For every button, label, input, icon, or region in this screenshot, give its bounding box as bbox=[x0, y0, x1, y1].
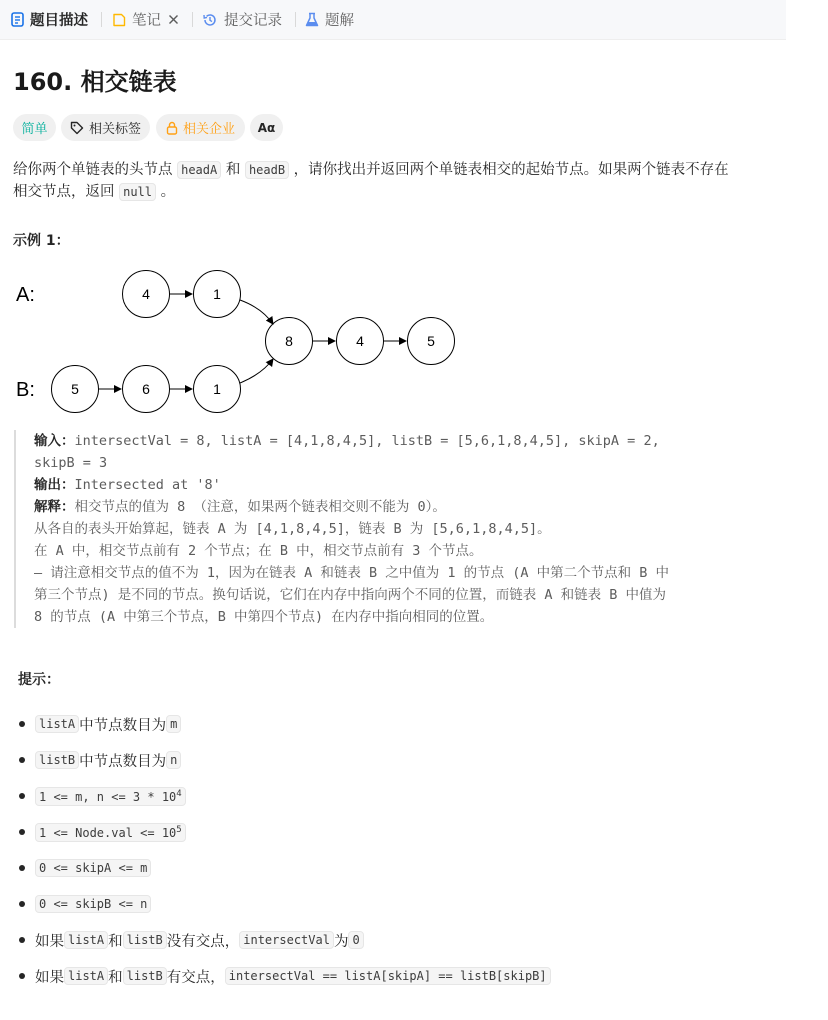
note-icon bbox=[112, 13, 126, 27]
list-item: listB 中节点数目为 n bbox=[19, 742, 779, 778]
common-node bbox=[266, 318, 313, 365]
arrow bbox=[240, 359, 273, 383]
common-node bbox=[337, 318, 384, 365]
tab-notes-label: 笔记 bbox=[132, 13, 161, 29]
list-b-label: B: bbox=[16, 379, 35, 401]
lock-icon bbox=[166, 121, 178, 135]
list-b-node bbox=[52, 366, 99, 413]
example-input-cont: skipB = 3 bbox=[34, 455, 108, 471]
desc-text: ，请你找出并返回两个单链表相交的起始节点。如果两个链表不存在 bbox=[289, 162, 729, 178]
problem-description bbox=[13, 159, 783, 203]
example-explain-line: 在 A 中，相交节点前有 2 个节点；在 B 中，相交节点前有 3 个节点。 bbox=[34, 543, 483, 559]
arrow bbox=[240, 300, 273, 324]
desc-text: 。 bbox=[156, 184, 176, 200]
constraints-list bbox=[19, 706, 779, 994]
tab-divider bbox=[192, 12, 193, 27]
example-explain-line: 从各自的表头开始算起，链表 A 为 [4,1,8,4,5]，链表 B 为 [5,6,1,8,4,5]。 bbox=[34, 521, 551, 537]
tab-solutions-label: 题解 bbox=[325, 13, 354, 29]
difficulty-badge bbox=[13, 114, 56, 141]
tab-submissions-label: 提交记录 bbox=[224, 13, 282, 29]
example-explain-line: 8 的节点 (A 中第三个节点，B 中第四个节点) 在内存中指向相同的位置。 bbox=[34, 609, 494, 625]
related-companies-label: 相关企业 bbox=[182, 122, 235, 137]
tab-submissions[interactable] bbox=[202, 0, 282, 39]
example-heading: 示例 1： bbox=[13, 233, 70, 249]
list-b-node bbox=[123, 366, 170, 413]
svg-text:5: 5 bbox=[427, 333, 435, 349]
common-node bbox=[408, 318, 455, 365]
svg-text:8: 8 bbox=[285, 333, 293, 349]
list-b-node bbox=[194, 366, 241, 413]
svg-text:4: 4 bbox=[142, 286, 150, 302]
tab-divider bbox=[295, 12, 296, 27]
list-item: 如果 listA 和 listB 没有交点， intersectVal 为 0 bbox=[19, 922, 779, 958]
difficulty-label: 简单 bbox=[21, 122, 48, 137]
desc-text: 相交节点，返回 bbox=[13, 184, 120, 200]
font-size-button[interactable] bbox=[250, 114, 283, 141]
tag-icon bbox=[70, 121, 84, 135]
constraints-heading: 提示： bbox=[18, 672, 60, 688]
close-icon[interactable] bbox=[168, 14, 179, 25]
svg-text:6: 6 bbox=[142, 381, 150, 397]
related-companies-button[interactable] bbox=[156, 114, 245, 141]
example-input: 输入：intersectVal = 8, listA = [4,1,8,4,5], listB = [5,6,1,8,4,5], skipA = 2, bbox=[34, 433, 660, 449]
tab-description[interactable] bbox=[11, 0, 88, 39]
svg-text:4: 4 bbox=[356, 333, 364, 349]
svg-text:1: 1 bbox=[213, 286, 221, 302]
list-a-label: A: bbox=[16, 284, 35, 306]
list-item: 0 <= skipA <= m bbox=[19, 850, 779, 886]
history-icon bbox=[202, 12, 218, 28]
related-tags-button[interactable] bbox=[61, 114, 150, 141]
tab-notes[interactable] bbox=[112, 0, 179, 39]
list-item: 0 <= skipB <= n bbox=[19, 886, 779, 922]
svg-text:1: 1 bbox=[213, 381, 221, 397]
font-size-icon: Aα bbox=[257, 120, 276, 135]
description-icon bbox=[11, 12, 24, 27]
list-a-node bbox=[194, 271, 241, 318]
list-item: 1 <= Node.val <= $10^5$ bbox=[19, 814, 779, 850]
list-item: 如果 listA 和 listB 有交点， intersectVal == listA[skipA] == listB[skipB] bbox=[19, 958, 779, 994]
desc-text: 给你两个单链表的头节点 bbox=[13, 162, 178, 178]
example-output: 输出：Intersected at '8' bbox=[34, 477, 221, 493]
flask-icon bbox=[305, 12, 319, 28]
page-title: 160. 相交链表 bbox=[13, 68, 177, 96]
inline-code: headA bbox=[177, 161, 221, 179]
list-item: 1 <= m, $n <= 3 * 10^4$ bbox=[19, 778, 779, 814]
tab-divider bbox=[101, 12, 102, 27]
list-item: listA 中节点数目为 m bbox=[19, 706, 779, 742]
example-explain-line: 第三个节点) 是不同的节点。换句话说，它们在内存中指向两个不同的位置，而链表 A 和链表 B 中值为 bbox=[34, 587, 667, 603]
example-block bbox=[14, 430, 774, 628]
example-explain-line: — 请注意相交节点的值不为 1，因为在链表 A 和链表 B 之中值为 1 的节点 (A 中第二个节点和 B 中 bbox=[34, 565, 670, 581]
example-explain: 解释：相交节点的值为 8 （注意，如果两个链表相交则不能为 0）。 bbox=[34, 499, 446, 515]
tab-bar bbox=[0, 0, 786, 40]
related-tags-label: 相关标签 bbox=[88, 122, 141, 137]
tab-description-label: 题目描述 bbox=[30, 13, 88, 29]
linked-list-diagram bbox=[0, 262, 480, 422]
list-a-node bbox=[123, 271, 170, 318]
tab-solutions[interactable] bbox=[305, 0, 354, 39]
inline-code: headB bbox=[245, 161, 289, 179]
desc-text: 和 bbox=[221, 162, 245, 178]
inline-code: null bbox=[119, 183, 156, 201]
svg-text:5: 5 bbox=[71, 381, 79, 397]
